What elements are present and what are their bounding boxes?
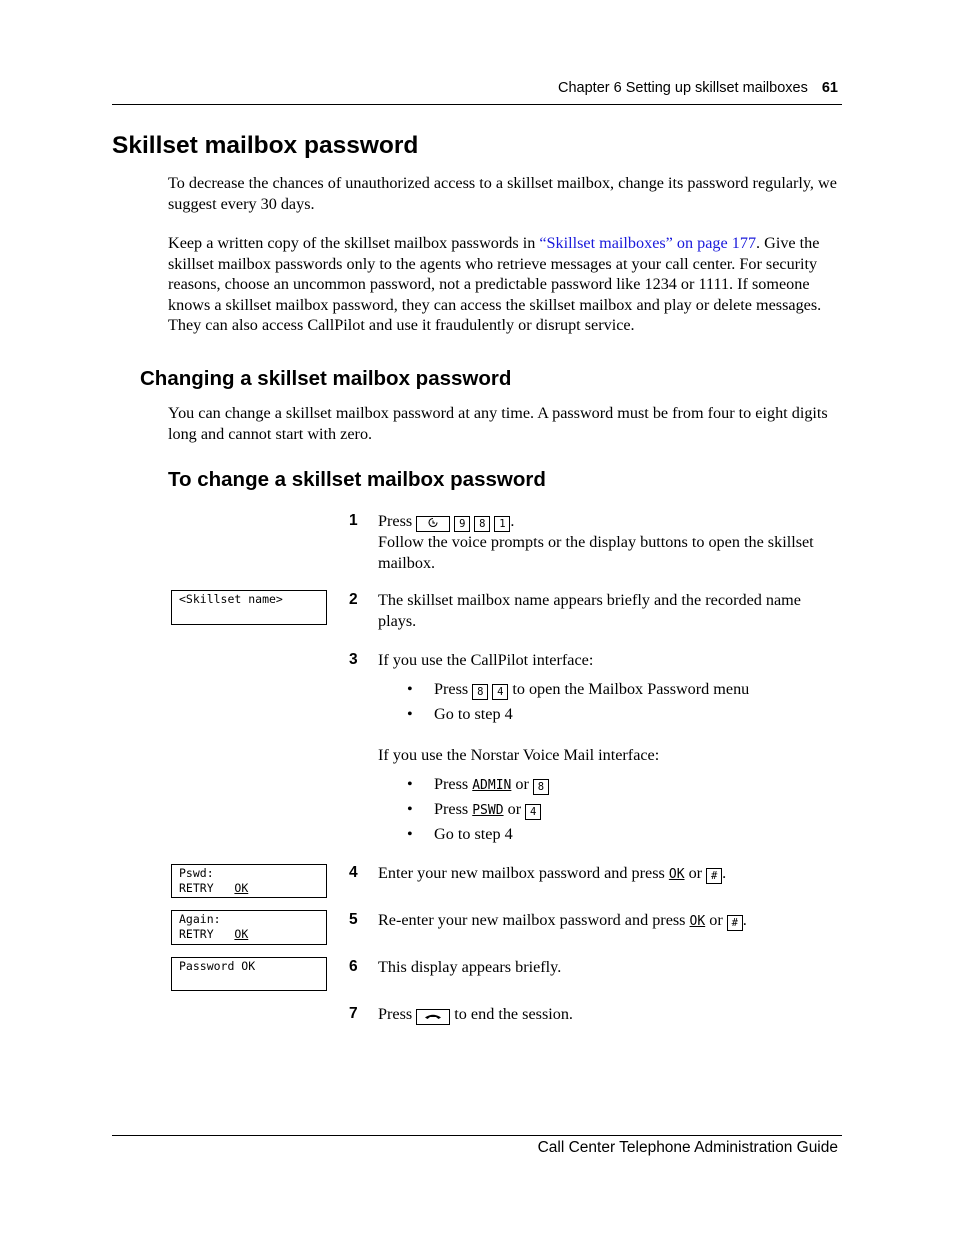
feature-key-icon xyxy=(416,516,450,532)
key-4: 4 xyxy=(525,804,541,820)
skillset-mailboxes-link[interactable]: “Skillset mailboxes” on page 177 xyxy=(539,234,757,252)
display-skillset-name xyxy=(171,590,327,625)
norstar-intro: If you use the Norstar Voice Mail interface: xyxy=(378,746,660,764)
display-line-1: Pswd: xyxy=(179,866,214,880)
step-7-text xyxy=(378,1004,842,1025)
bullet: • xyxy=(407,705,413,723)
period: . xyxy=(742,911,747,929)
release-key-icon xyxy=(416,1009,450,1025)
display-ok: OK xyxy=(234,881,249,895)
bullet-rest: to open the Mailbox Password menu xyxy=(512,680,750,698)
step-2-text: The skillset mailbox name appears briefly and the recorded name plays. xyxy=(378,591,801,630)
display-line-2 xyxy=(179,881,326,896)
bullet: • xyxy=(407,680,413,698)
step-number: 3 xyxy=(349,651,358,668)
step-text: to end the session. xyxy=(454,1005,573,1023)
intro-text-after-link: . Give the skillset mailbox passwords only to the agents who retrieve messages at your call center. For security reasons, choose an uncommon password, not a predictable password like 1234 or 1111. If someone knows a skillset mailbox password, they can access the skillset mailbox and play or delete messages. They can also access CallPilot and use it fraudulently or disrupt service. xyxy=(168,234,822,334)
procedure-heading: To change a skillset mailbox password xyxy=(168,468,546,491)
norstar-bullet-2 xyxy=(434,799,541,822)
footer-rule xyxy=(112,1135,842,1136)
page-title: Skillset mailbox password xyxy=(112,132,419,159)
footer-title: Call Center Telephone Administration Guide xyxy=(537,1139,838,1156)
step-text: Enter your new mailbox password and press xyxy=(378,864,665,882)
step-text: Re-enter your new mailbox password and press xyxy=(378,911,686,929)
or-label: or xyxy=(688,864,703,882)
bullet: • xyxy=(407,825,413,843)
period: . xyxy=(510,512,515,530)
step-1-text xyxy=(378,511,842,573)
press-label: Press xyxy=(434,775,469,793)
key-8: 8 xyxy=(472,684,488,700)
bullet: • xyxy=(407,775,413,793)
or-label: or xyxy=(507,800,522,818)
or-label: or xyxy=(515,775,529,793)
step-6-text: This display appears briefly. xyxy=(378,958,562,976)
press-label: Press xyxy=(434,680,469,698)
ok-softkey: OK xyxy=(668,867,685,882)
display-line-1: Again: xyxy=(179,912,221,926)
key-1: 1 xyxy=(494,516,510,532)
display-again xyxy=(171,910,327,945)
display-line-2 xyxy=(179,927,326,942)
key-8: 8 xyxy=(533,779,549,795)
period: . xyxy=(722,864,727,882)
step-number: 1 xyxy=(349,512,358,529)
pound-key: # xyxy=(727,915,743,931)
pswd-softkey: PSWD xyxy=(472,803,504,818)
norstar-bullet-3: Go to step 4 xyxy=(434,825,513,843)
step-number: 6 xyxy=(349,958,358,975)
section-heading: Changing a skillset mailbox password xyxy=(140,367,512,390)
step-number: 2 xyxy=(349,591,358,608)
step-1-follow: Follow the voice prompts or the display buttons to open the skillset mailbox. xyxy=(378,533,814,572)
step-number: 7 xyxy=(349,1005,358,1022)
running-header xyxy=(558,80,838,96)
page-number: 61 xyxy=(821,80,838,96)
display-text: <Skillset name> xyxy=(179,592,283,606)
step-4-text xyxy=(378,863,842,886)
section-body: You can change a skillset mailbox password at any time. A password must be from four to eight digits long and cannot start with zero. xyxy=(168,404,828,443)
display-retry: RETRY xyxy=(179,927,214,941)
press-label: Press xyxy=(378,1005,413,1023)
callpilot-bullet-1 xyxy=(434,679,749,700)
intro-text-before-link: Keep a written copy of the skillset mailbox passwords in xyxy=(168,234,540,252)
intro-paragraph-1: To decrease the chances of unauthorized access to a skillset mailbox, change its password regularly, we suggest every 30 days. xyxy=(168,174,837,213)
norstar-bullet-1 xyxy=(434,774,549,797)
display-password-ok xyxy=(171,957,327,991)
admin-softkey: ADMIN xyxy=(472,778,512,793)
display-text: Password OK xyxy=(179,959,256,973)
ok-softkey: OK xyxy=(689,914,706,929)
step-number: 4 xyxy=(349,864,358,881)
key-8: 8 xyxy=(474,516,490,532)
chapter-title: Chapter 6 Setting up skillset mailboxes xyxy=(558,80,808,96)
display-pswd xyxy=(171,864,327,898)
display-ok: OK xyxy=(234,927,249,941)
header-rule xyxy=(112,104,842,105)
press-label: Press xyxy=(378,512,413,530)
pound-key: # xyxy=(706,868,722,884)
press-label: Press xyxy=(434,800,469,818)
key-9: 9 xyxy=(454,516,470,532)
key-4: 4 xyxy=(492,684,508,700)
bullet: • xyxy=(407,800,413,818)
step-number: 5 xyxy=(349,911,358,928)
callpilot-bullet-2: Go to step 4 xyxy=(434,705,513,723)
intro-paragraph-2 xyxy=(168,233,840,336)
callpilot-intro: If you use the CallPilot interface: xyxy=(378,651,594,669)
display-retry: RETRY xyxy=(179,881,214,895)
step-5-text xyxy=(378,910,842,933)
or-label: or xyxy=(709,911,723,929)
